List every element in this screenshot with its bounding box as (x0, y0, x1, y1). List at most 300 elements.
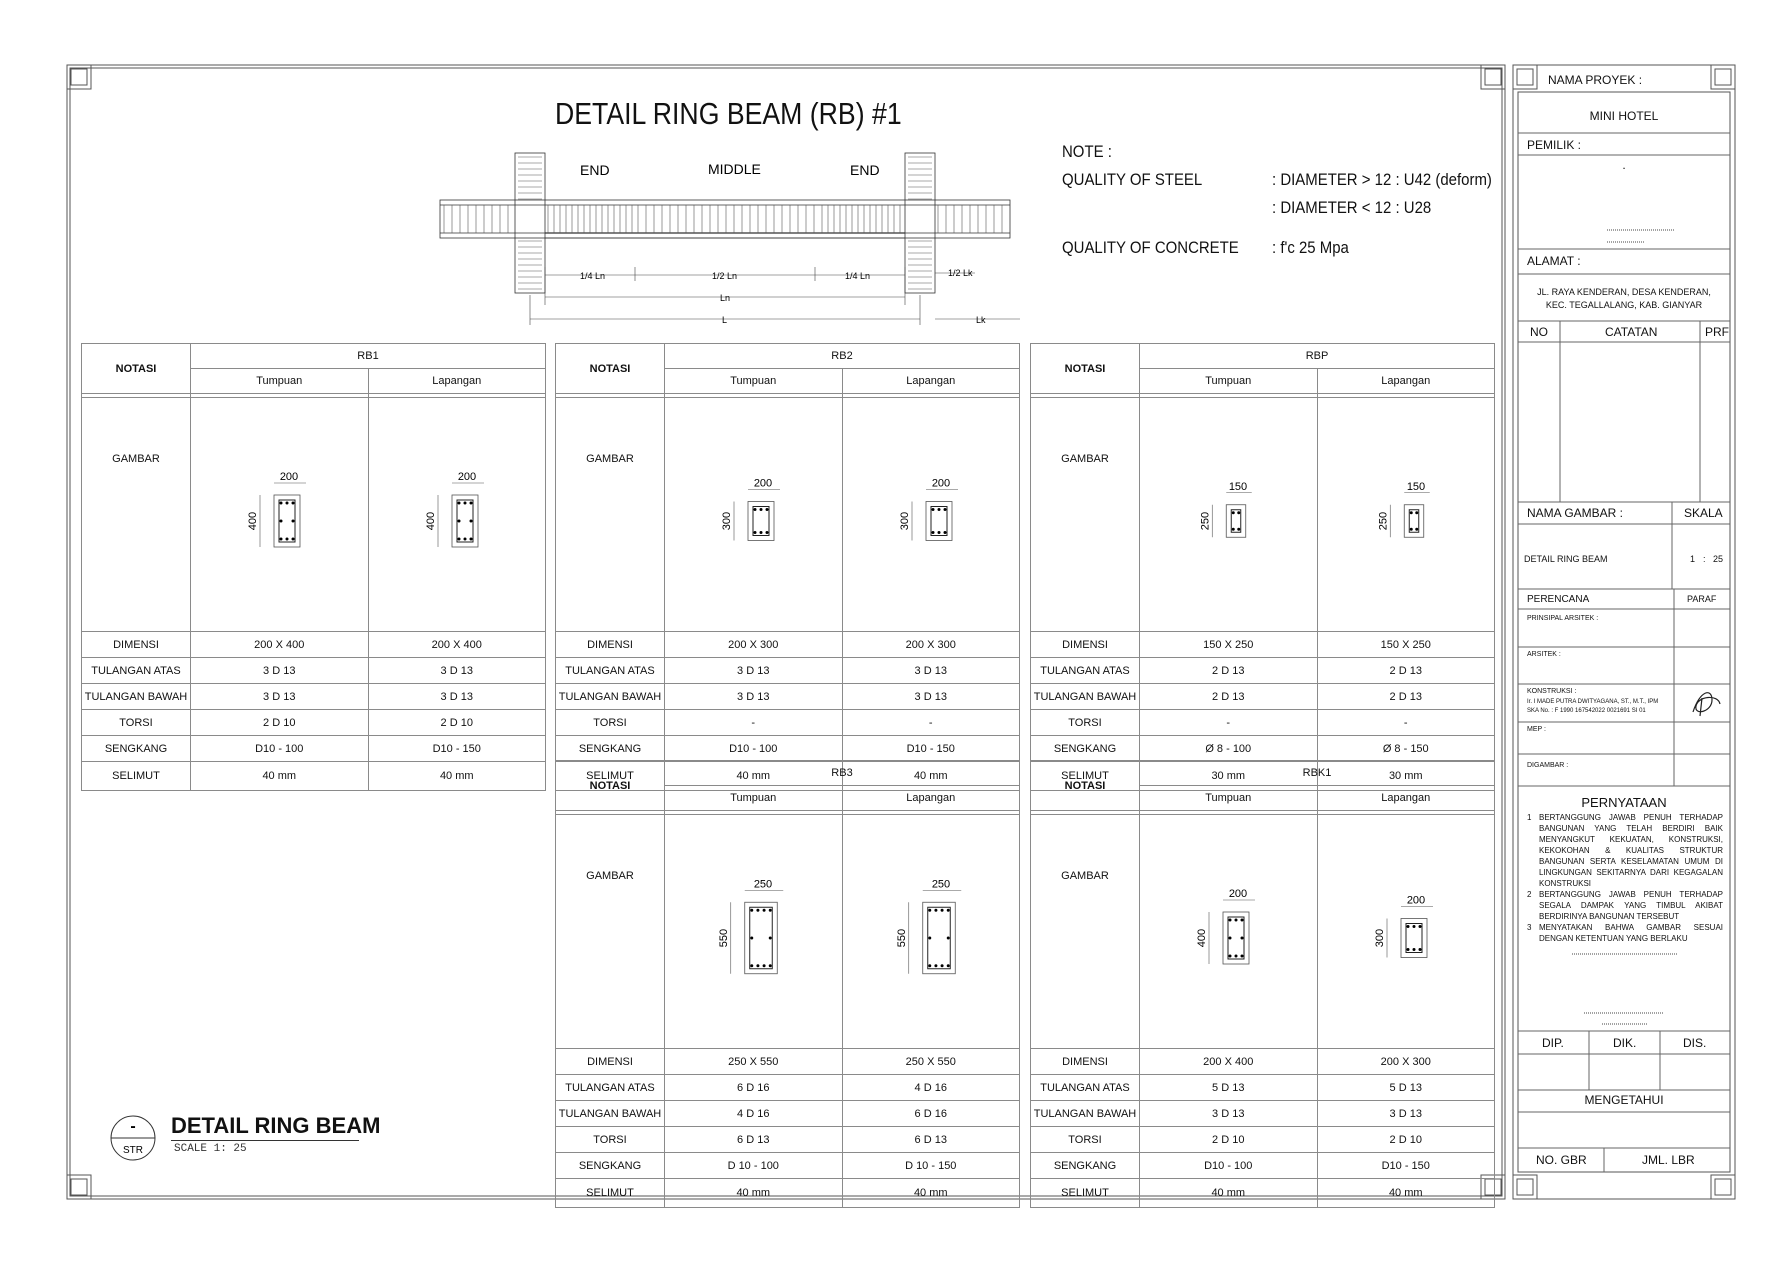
rebar-side (751, 936, 754, 939)
notasi-header: NOTASI (556, 761, 665, 811)
beam-section-drawing (1331, 843, 1481, 1021)
atas-tumpuan: 5 D 13 (1140, 1075, 1318, 1101)
dim-ln: Ln (720, 293, 731, 303)
beam-name: RB1 (191, 344, 546, 369)
dim-width-label: 250 (754, 877, 773, 890)
table-row (556, 710, 1020, 736)
pernyataan-number: 1 (1527, 813, 1532, 822)
table-row (82, 684, 546, 710)
tb-digambar: DIGAMBAR : (1527, 762, 1569, 769)
tb-alamat-2: KEC. TEGALLALANG, KAB. GIANYAR (1545, 300, 1703, 310)
selimut-tumpuan: 40 mm (665, 762, 843, 791)
rebar-bottom (1418, 948, 1421, 951)
gambar-label: GAMBAR (82, 398, 191, 632)
torsi-label: TORSI (556, 1127, 665, 1153)
dim-width-label: 150 (1406, 480, 1425, 493)
dim-height-label: 550 (895, 928, 908, 947)
dim-half-ln: 1/2 Ln (712, 271, 738, 281)
rebar-bottom (760, 531, 763, 534)
rebar-bottom (286, 537, 289, 540)
selimut-label: SELIMUT (1031, 762, 1140, 791)
lapangan-header: Lapangan (842, 369, 1020, 394)
dimensi-tumpuan: 200 X 400 (1140, 1049, 1318, 1075)
atas-lapangan: 3 D 13 (842, 658, 1020, 684)
dim-l: L (722, 315, 728, 325)
pernyataan-item (1527, 889, 1723, 922)
dim-half-lk: 1/2 Lk (948, 268, 973, 278)
table-row (1031, 344, 1495, 369)
rebar-bottom (280, 537, 283, 540)
torsi-tumpuan: 2 D 10 (191, 710, 369, 736)
dimensi-label: DIMENSI (556, 632, 665, 658)
rebar-bottom (931, 531, 934, 534)
beam-table-rb3 (555, 760, 1020, 1208)
tb-alamat-label: ALAMAT : (1527, 254, 1581, 268)
bawah-label: TULANGAN BAWAH (556, 684, 665, 710)
bawah-lapangan: 3 D 13 (1317, 1101, 1495, 1127)
section-symbol (108, 1113, 158, 1163)
section-outline (1401, 918, 1427, 957)
bawah-lapangan: 2 D 13 (1317, 684, 1495, 710)
note-steel-label: QUALITY OF STEEL (1062, 170, 1203, 189)
rebar-bottom (1410, 527, 1413, 530)
atas-tumpuan: 3 D 13 (665, 658, 843, 684)
sengkang-label: SENGKANG (82, 736, 191, 762)
dim-quarter-ln-left: 1/4 Ln (580, 271, 606, 281)
bawah-tumpuan: 4 D 16 (665, 1101, 843, 1127)
rebar-bottom (1415, 527, 1418, 530)
lapangan-header: Lapangan (1317, 786, 1495, 811)
rebar-top (757, 908, 760, 911)
torsi-label: TORSI (556, 710, 665, 736)
selimut-lapangan: 40 mm (842, 762, 1020, 791)
sengkang-tumpuan: D10 - 100 (191, 736, 369, 762)
tb-prinsipal: PRINSIPAL ARSITEK : (1527, 615, 1599, 622)
rebar-top (931, 508, 934, 511)
gambar-label: GAMBAR (1031, 398, 1140, 632)
table-row (556, 1179, 1020, 1208)
rebar-bottom (1232, 527, 1235, 530)
dim-height-label: 300 (1373, 928, 1386, 947)
rebar-top (940, 908, 943, 911)
tumpuan-header: Tumpuan (1140, 369, 1318, 394)
tb-arsitek: ARSITEK : (1527, 651, 1561, 658)
tb-proyek: MINI HOTEL (1589, 109, 1659, 123)
torsi-lapangan: 6 D 13 (842, 1127, 1020, 1153)
atas-tumpuan: 6 D 16 (665, 1075, 843, 1101)
rebar-bottom (463, 537, 466, 540)
rebar-bottom (1241, 954, 1244, 957)
rebar-top (1406, 925, 1409, 928)
beam-section-drawing (382, 426, 532, 604)
rebar-bottom (766, 531, 769, 534)
tb-no: NO (1530, 325, 1548, 339)
table-row (556, 1075, 1020, 1101)
section-outline (748, 501, 774, 540)
rebar-bottom (928, 964, 931, 967)
table-row (1031, 684, 1495, 710)
rebar-bottom (469, 537, 472, 540)
table-row (1031, 1127, 1495, 1153)
note-steel-value-1: : DIAMETER > 12 : U42 (deform) (1272, 170, 1492, 189)
tumpuan-header: Tumpuan (665, 369, 843, 394)
table-row (1031, 761, 1495, 786)
dimensi-label: DIMENSI (1031, 1049, 1140, 1075)
rebar-top (1418, 925, 1421, 928)
dimensi-lapangan: 150 X 250 (1317, 632, 1495, 658)
bawah-tumpuan: 2 D 13 (1140, 684, 1318, 710)
sengkang-label: SENGKANG (556, 1153, 665, 1179)
dimensi-lapangan: 200 X 300 (842, 632, 1020, 658)
rebar-bottom (1229, 954, 1232, 957)
tb-prf: PRF (1705, 325, 1729, 339)
pernyataan-item (1527, 922, 1723, 944)
tb-dip: DIP. (1542, 1036, 1564, 1050)
table-row (1031, 632, 1495, 658)
dimensi-tumpuan: 150 X 250 (1140, 632, 1318, 658)
dim-height-label: 550 (718, 928, 730, 947)
dimensi-tumpuan: 200 X 300 (665, 632, 843, 658)
sengkang-tumpuan: D10 - 100 (1140, 1153, 1318, 1179)
beam-section-drawing (1153, 426, 1303, 604)
tb-skala-1: 1 (1690, 554, 1696, 564)
tb-pernyataan: PERNYATAAN (1581, 795, 1667, 810)
rebar-side (1229, 936, 1232, 939)
torsi-tumpuan: - (665, 710, 843, 736)
rebar-top (943, 508, 946, 511)
rebar-bottom (1412, 948, 1415, 951)
dim-height-label: 400 (247, 511, 260, 530)
sengkang-label: SENGKANG (556, 736, 665, 762)
rebar-top (766, 508, 769, 511)
sengkang-tumpuan: D 10 - 100 (665, 1153, 843, 1179)
dim-width-label: 200 (1229, 887, 1248, 900)
rebar-bottom (934, 964, 937, 967)
tb-nama-gambar-label: NAMA GAMBAR : (1527, 506, 1624, 520)
rebar-top (937, 508, 940, 511)
pernyataan-number: 3 (1527, 923, 1532, 932)
rebar-top (1232, 511, 1235, 514)
dim-width-label: 200 (457, 470, 476, 483)
gambar-tumpuan (1140, 815, 1318, 1049)
torsi-tumpuan: 2 D 10 (1140, 1127, 1318, 1153)
rebar-top (928, 908, 931, 911)
note-concrete-label: QUALITY OF CONCRETE (1062, 238, 1239, 257)
sengkang-lapangan: Ø 8 - 150 (1317, 736, 1495, 762)
table-row (1031, 815, 1495, 1049)
note-steel-value-2: : DIAMETER < 12 : U28 (1272, 198, 1432, 217)
table-row (1031, 736, 1495, 762)
drawing-title: DETAIL RING BEAM (RB) #1 (555, 96, 902, 131)
beam-table-rbp (1030, 343, 1495, 791)
lapangan-header: Lapangan (1317, 369, 1495, 394)
gambar-label: GAMBAR (556, 398, 665, 632)
tb-no-gbr: NO. GBR (1536, 1153, 1587, 1167)
tumpuan-header: Tumpuan (1140, 786, 1318, 811)
pernyataan-item (1527, 812, 1723, 889)
rebar-bottom (937, 531, 940, 534)
table-row (1031, 398, 1495, 632)
tb-mep: MEP : (1527, 726, 1546, 733)
beam-section-drawing (856, 843, 1006, 1021)
tb-alamat-1: JL. RAYA KENDERAN, DESA KENDERAN, (1537, 287, 1711, 297)
beam-name: RBK1 (1140, 761, 1495, 786)
rebar-bottom (757, 964, 760, 967)
tb-perencana: PERENCANA (1527, 594, 1590, 605)
selimut-lapangan: 40 mm (1317, 1179, 1495, 1208)
legend-underline (171, 1140, 359, 1141)
legend-title: DETAIL RING BEAM (171, 1113, 381, 1138)
tb-dis: DIS. (1683, 1036, 1707, 1050)
torsi-lapangan: 2 D 10 (1317, 1127, 1495, 1153)
torsi-tumpuan: - (1140, 710, 1318, 736)
atas-tumpuan: 3 D 13 (191, 658, 369, 684)
rebar-bottom (457, 537, 460, 540)
atas-tumpuan: 2 D 13 (1140, 658, 1318, 684)
rebar-top (280, 501, 283, 504)
symbol-bottom: STR (123, 1145, 143, 1156)
rebar-bottom (947, 964, 950, 967)
beam-name: RBP (1140, 344, 1495, 369)
notasi-header: NOTASI (556, 344, 665, 394)
sengkang-label: SENGKANG (1031, 736, 1140, 762)
beam-section-drawing (204, 426, 354, 604)
bawah-label: TULANGAN BAWAH (1031, 1101, 1140, 1127)
dim-quarter-ln-right: 1/4 Ln (845, 271, 871, 281)
bawah-lapangan: 3 D 13 (842, 684, 1020, 710)
rebar-side (457, 519, 460, 522)
table-row (556, 1101, 1020, 1127)
rebar-side (769, 936, 772, 939)
notasi-header: NOTASI (1031, 344, 1140, 394)
table-row (1031, 1101, 1495, 1127)
bawah-tumpuan: 3 D 13 (665, 684, 843, 710)
zone-end-right: END (850, 162, 880, 178)
rebar-top (763, 908, 766, 911)
bawah-label: TULANGAN BAWAH (82, 684, 191, 710)
rebar-top (769, 908, 772, 911)
beam-name: RB2 (665, 344, 1020, 369)
rebar-top (1229, 918, 1232, 921)
table-row (556, 684, 1020, 710)
selimut-label: SELIMUT (82, 762, 191, 791)
pernyataan-text: BERTANGGUNG JAWAB PENUH TERHADAP SEGALA DAMPAK YANG TIMBUL AKIBAT BERDIRINYA BANGUNAN TERSEBUT (1539, 890, 1723, 921)
rebar-side (280, 519, 283, 522)
selimut-tumpuan: 40 mm (191, 762, 369, 791)
table-row (1031, 1075, 1495, 1101)
dimensi-tumpuan: 250 X 550 (665, 1049, 843, 1075)
tb-catatan: CATATAN (1605, 325, 1658, 339)
rebar-top (1415, 511, 1418, 514)
torsi-tumpuan: 6 D 13 (665, 1127, 843, 1153)
rebar-side (947, 936, 950, 939)
dim-height-label: 400 (424, 511, 437, 530)
dim-height-label: 400 (1196, 928, 1209, 947)
atas-label: TULANGAN ATAS (1031, 1075, 1140, 1101)
selimut-label: SELIMUT (556, 1179, 665, 1208)
selimut-tumpuan: 30 mm (1140, 762, 1318, 791)
bawah-tumpuan: 3 D 13 (1140, 1101, 1318, 1127)
table-row (1031, 1049, 1495, 1075)
rebar-top (947, 908, 950, 911)
selimut-tumpuan: 40 mm (1140, 1179, 1318, 1208)
rebar-top (463, 501, 466, 504)
table-row (1031, 710, 1495, 736)
tb-konstruksi-ska: SKA No. : F 1990 167542022 0021691 SI 01 (1527, 708, 1646, 714)
notasi-header: NOTASI (1031, 761, 1140, 811)
rebar-bottom (754, 531, 757, 534)
note-concrete-value: : f'c 25 Mpa (1272, 238, 1349, 257)
rebar-top (1241, 918, 1244, 921)
lapangan-header: Lapangan (368, 369, 546, 394)
dimensi-tumpuan: 200 X 400 (191, 632, 369, 658)
legend-scale: SCALE 1: 25 (174, 1143, 247, 1155)
rebar-bottom (1235, 954, 1238, 957)
tb-jml-lbr: JML. LBR (1642, 1153, 1695, 1167)
zone-middle: MIDDLE (708, 161, 761, 177)
gambar-tumpuan (1140, 398, 1318, 632)
gambar-label: GAMBAR (556, 815, 665, 1049)
gambar-lapangan (1317, 815, 1495, 1049)
gambar-label: GAMBAR (1031, 815, 1140, 1049)
gambar-tumpuan (665, 815, 843, 1049)
sengkang-tumpuan: D10 - 100 (665, 736, 843, 762)
rebar-bottom (1406, 948, 1409, 951)
table-row (556, 632, 1020, 658)
dim-height-label: 300 (898, 511, 911, 530)
beam-table-rb1 (81, 343, 546, 791)
torsi-label: TORSI (82, 710, 191, 736)
sengkang-label: SENGKANG (1031, 1153, 1140, 1179)
selimut-lapangan: 40 mm (842, 1179, 1020, 1208)
tb-dik: DIK. (1613, 1036, 1637, 1050)
torsi-lapangan: 2 D 10 (368, 710, 546, 736)
table-row (1031, 658, 1495, 684)
rebar-top (1410, 511, 1413, 514)
rebar-bottom (1238, 527, 1241, 530)
rebar-bottom (751, 964, 754, 967)
rebar-top (760, 508, 763, 511)
beam-elevation (420, 145, 1040, 335)
table-row (556, 1153, 1020, 1179)
dimensi-label: DIMENSI (556, 1049, 665, 1075)
table-row (82, 658, 546, 684)
gambar-lapangan (842, 815, 1020, 1049)
torsi-label: TORSI (1031, 1127, 1140, 1153)
bawah-lapangan: 3 D 13 (368, 684, 546, 710)
dim-width-label: 150 (1229, 480, 1248, 493)
rebar-top (1238, 511, 1241, 514)
tb-konstruksi: KONSTRUKSI : (1527, 688, 1577, 695)
table-row (1031, 1179, 1495, 1208)
rebar-side (928, 936, 931, 939)
table-row (556, 761, 1020, 786)
bawah-label: TULANGAN BAWAH (556, 1101, 665, 1127)
selimut-tumpuan: 40 mm (665, 1179, 843, 1208)
rebar-top (457, 501, 460, 504)
tb-pemilik-label: PEMILIK : (1527, 138, 1582, 152)
dim-width-label: 200 (754, 477, 773, 489)
table-row (1031, 1153, 1495, 1179)
beam-section-drawing (678, 843, 828, 1021)
rebar-bottom (763, 964, 766, 967)
table-row (82, 632, 546, 658)
beam-section-drawing (856, 426, 1006, 604)
rebar-top (751, 908, 754, 911)
tb-skala-sep: : (1703, 554, 1706, 564)
atas-label: TULANGAN ATAS (556, 658, 665, 684)
tumpuan-header: Tumpuan (665, 786, 843, 811)
dimensi-lapangan: 200 X 400 (368, 632, 546, 658)
rebar-top (292, 501, 295, 504)
gambar-tumpuan (665, 398, 843, 632)
table-row (556, 344, 1020, 369)
bawah-label: TULANGAN BAWAH (1031, 684, 1140, 710)
atas-label: TULANGAN ATAS (82, 658, 191, 684)
dimensi-lapangan: 250 X 550 (842, 1049, 1020, 1075)
pernyataan-text: MENYATAKAN BAHWA GAMBAR SESUAI DENGAN KETENTUAN YANG BERLAKU (1539, 923, 1723, 943)
table-row (556, 658, 1020, 684)
dim-height-label: 250 (1377, 511, 1389, 530)
beam-name: RB3 (665, 761, 1020, 786)
symbol-top: - (130, 1118, 136, 1135)
dim-height-label: 300 (721, 511, 734, 530)
note-heading: NOTE : (1062, 142, 1112, 161)
tb-konstruksi-name: Ir. I MADE PUTRA DWITYAGANA, ST., M.T., IPM (1527, 699, 1659, 705)
dimensi-label: DIMENSI (82, 632, 191, 658)
beam-section-drawing (1153, 843, 1303, 1021)
rebar-side (292, 519, 295, 522)
pernyataan-text: BERTANGGUNG JAWAB PENUH TERHADAP BANGUNAN YANG TELAH BERDIRI BAIK MENYANGKUT KEKUATAN, KONSTRUKSI, KEKOKOHAN & KUALITAS STRUKTUR BANGUNAN SERTA KESELAMATAN UMUM DI LINGKUNGAN SEKITARNYA DARI KEGAGALAN KONSTRUKSI (1539, 813, 1723, 888)
tb-skala-2: 25 (1713, 554, 1724, 564)
atas-label: TULANGAN ATAS (556, 1075, 665, 1101)
beam-table-rbk1 (1030, 760, 1495, 1208)
table-row (82, 762, 546, 791)
torsi-lapangan: - (1317, 710, 1495, 736)
sengkang-lapangan: D 10 - 150 (842, 1153, 1020, 1179)
selimut-lapangan: 40 mm (368, 762, 546, 791)
rebar-top (1235, 918, 1238, 921)
rebar-bottom (292, 537, 295, 540)
tb-paraf: PARAF (1687, 594, 1717, 604)
rebar-top (754, 508, 757, 511)
table-row (556, 1127, 1020, 1153)
dim-width-label: 200 (280, 470, 299, 483)
dim-width-label: 250 (931, 877, 950, 890)
torsi-label: TORSI (1031, 710, 1140, 736)
rebar-side (469, 519, 472, 522)
tb-mengetahui: MENGETAHUI (1584, 1093, 1664, 1107)
section-outline (926, 501, 952, 540)
table-row (82, 710, 546, 736)
tb-pemilik: . (1622, 158, 1626, 172)
sengkang-lapangan: D10 - 150 (1317, 1153, 1495, 1179)
atas-lapangan: 5 D 13 (1317, 1075, 1495, 1101)
tb-nama-gambar: DETAIL RING BEAM (1524, 554, 1608, 564)
sengkang-tumpuan: Ø 8 - 100 (1140, 736, 1318, 762)
selimut-label: SELIMUT (556, 762, 665, 791)
gambar-lapangan (842, 398, 1020, 632)
rebar-bottom (769, 964, 772, 967)
gambar-lapangan (368, 398, 546, 632)
dim-lk: Lk (976, 315, 986, 325)
sengkang-lapangan: D10 - 150 (368, 736, 546, 762)
selimut-lapangan: 30 mm (1317, 762, 1495, 791)
zone-end-left: END (580, 162, 610, 178)
table-row (82, 736, 546, 762)
tb-skala-label: SKALA (1684, 506, 1723, 520)
atas-lapangan: 3 D 13 (368, 658, 546, 684)
